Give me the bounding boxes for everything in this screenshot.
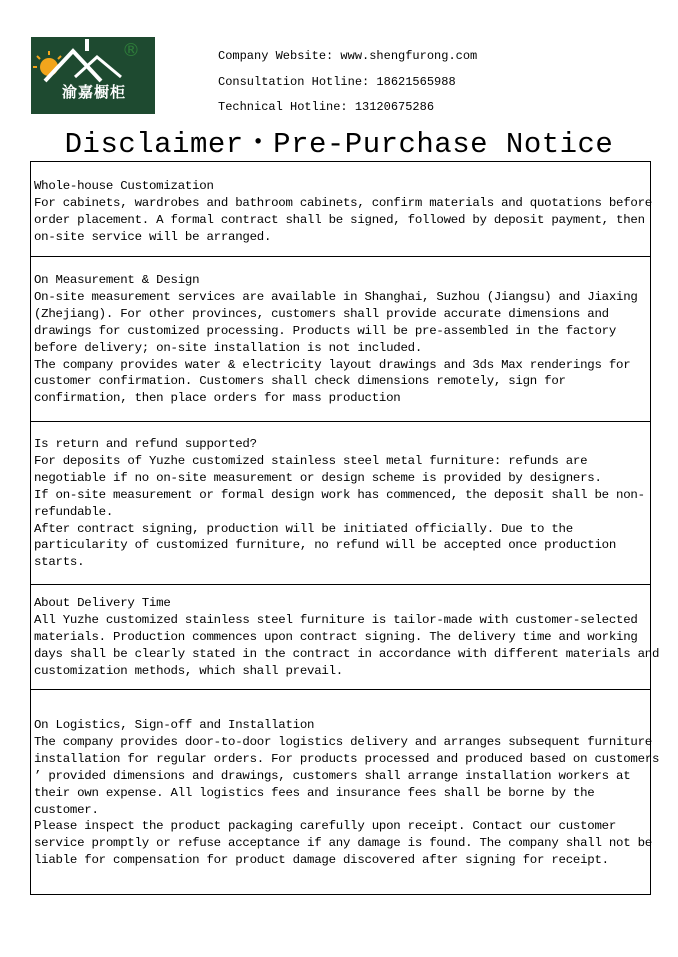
section-line: materials. Production commences upon contract signing. The delivery time and working [34, 629, 638, 644]
section-line: days shall be clearly stated in the contract in accordance with different materials and [34, 646, 660, 661]
section-line: (Zhejiang). For other provinces, customers shall provide accurate dimensions and [34, 306, 609, 321]
section-line: confirmation, then place orders for mass production [34, 391, 401, 406]
section-line: on-site service will be arranged. [34, 229, 272, 244]
logo-text: 渝嘉橱柜 [61, 83, 126, 101]
section-heading: On Measurement & Design [34, 273, 200, 287]
notice-table [30, 161, 660, 895]
section-measurement-design [31, 257, 650, 422]
section-line: their own expense. All logistics fees and insurance fees shall be borne by the [34, 785, 595, 800]
section-line: drawings for customized processing. Products will be pre-assembled in the factory [34, 323, 617, 338]
section-return-refund [31, 422, 650, 585]
section-logistics [31, 690, 660, 894]
company-website: Company Website: www.shengfurong.com [218, 49, 478, 63]
section-line: After contract signing, production will be initiated officially. Due to the [34, 521, 573, 536]
section-whole-house [31, 162, 650, 257]
section-line: refundable. [34, 504, 114, 519]
contact-info [218, 44, 477, 121]
section-line: All Yuzhe customized stainless steel furniture is tailor-made with customer-selected [34, 612, 638, 627]
registered-mark: ® [122, 40, 140, 61]
section-line: For cabinets, wardrobes and bathroom cabinets, confirm materials and quotations before [34, 195, 652, 210]
section-line: liable for compensation for product damage discovered after signing for receipt. [34, 853, 609, 868]
section-line: starts. [34, 555, 85, 570]
section-line: service promptly or refuse acceptance if any damage is found. The company shall not be [34, 836, 652, 851]
section-delivery-time [31, 585, 660, 690]
section-line: The company provides water & electricity layout drawings and 3ds Max renderings for [34, 357, 631, 372]
section-line: customer. [34, 802, 99, 817]
section-line: The company provides door-to-door logistics delivery and arranges subsequent furniture [34, 734, 652, 749]
section-line: On-site measurement services are available in Shanghai, Suzhou (Jiangsu) and Jiaxing [34, 289, 638, 304]
section-heading: Whole-house Customization [34, 179, 214, 193]
section-line: customer confirmation. Customers shall check dimensions remotely, sign for [34, 374, 566, 389]
page-title: Disclaimer・Pre-Purchase Notice [64, 128, 614, 161]
section-heading: On Logistics, Sign-off and Installation [34, 718, 315, 732]
section-line: negotiable if no on-site measurement or design scheme is provided by designers. [34, 470, 602, 485]
section-line: For deposits of Yuzhe customized stainless steel metal furniture: refunds are [34, 453, 588, 468]
section-line: installation for regular orders. For products processed and produced based on customers [34, 751, 660, 766]
section-line: Please inspect the product packaging carefully upon receipt. Contact our customer [34, 819, 617, 834]
section-heading: Is return and refund supported? [34, 437, 257, 451]
section-line: particularity of customized furniture, no refund will be accepted once production [34, 538, 617, 553]
section-line: ’ provided dimensions and drawings, customers shall arrange installation workers at [34, 768, 631, 783]
section-line: customization methods, which shall prevail. [34, 663, 343, 678]
section-heading: About Delivery Time [34, 596, 171, 610]
section-line: before delivery; on-site installation is not included. [34, 340, 423, 355]
section-line: If on-site measurement or formal design work has commenced, the deposit shall be non- [34, 487, 645, 502]
consultation-hotline: Consultation Hotline: 18621565988 [218, 74, 456, 89]
technical-hotline: Technical Hotline: 13120675286 [218, 100, 435, 114]
section-line: order placement. A formal contract shall be signed, followed by deposit payment, then [34, 212, 645, 227]
